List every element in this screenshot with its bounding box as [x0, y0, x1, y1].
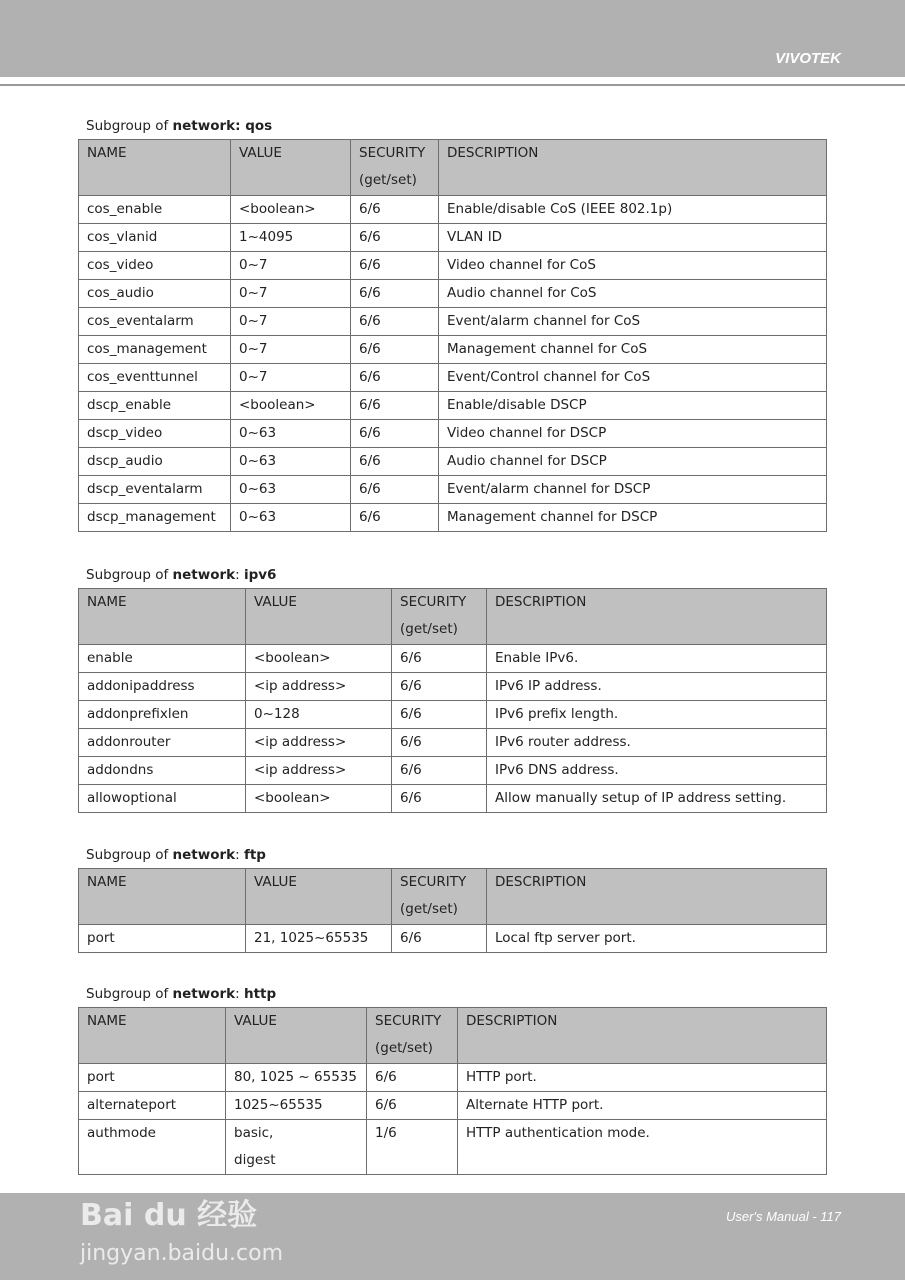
cell-security: 6/6: [351, 252, 439, 280]
caption-sep: :: [235, 847, 244, 863]
header-label: VALUE: [254, 874, 297, 890]
brand-logo: VIVOTEK: [775, 50, 841, 67]
cell-description: Management channel for DSCP: [439, 504, 827, 532]
cell-description: HTTP port.: [458, 1064, 827, 1092]
header-label: NAME: [87, 145, 127, 161]
header-name: [79, 1008, 226, 1064]
caption-prefix: Subgroup of: [86, 847, 173, 863]
header-name: [79, 869, 246, 925]
cell-security: 6/6: [392, 925, 487, 953]
header-name: [79, 140, 231, 196]
cell-description: IPv6 prefix length.: [487, 701, 827, 729]
cell-security: 6/6: [351, 224, 439, 252]
cell-value: 0~63: [231, 504, 351, 532]
cell-security: 1/6: [367, 1120, 458, 1175]
caption-prefix: Subgroup of: [86, 567, 173, 583]
table-row: [79, 925, 827, 953]
table-header: [79, 589, 827, 645]
cell-security: 6/6: [351, 420, 439, 448]
header-label: SECURITY: [400, 594, 467, 610]
header-security: [392, 869, 487, 925]
page-number: User's Manual - 117: [726, 1209, 841, 1224]
cell-security: 6/6: [392, 701, 487, 729]
header-label: DESCRIPTION: [466, 1013, 558, 1029]
cell-name: dscp_video: [79, 420, 231, 448]
header-description: [487, 589, 827, 645]
cell-description: VLAN ID: [439, 224, 827, 252]
table-row: [79, 224, 827, 252]
caption-subgroup: ipv6: [243, 567, 277, 583]
header-security: [351, 140, 439, 196]
cell-value: 21, 1025~65535: [246, 925, 392, 953]
table-row: [79, 392, 827, 420]
header-description: [439, 140, 827, 196]
cell-security: 6/6: [367, 1092, 458, 1120]
cell-security: 6/6: [351, 504, 439, 532]
cell-name: allowoptional: [79, 785, 246, 813]
table-header: [79, 1008, 827, 1064]
table-row: [79, 504, 827, 532]
header-label: NAME: [87, 874, 127, 890]
cell-security: 6/6: [351, 392, 439, 420]
cell-value: 80, 1025 ~ 65535: [226, 1064, 367, 1092]
header-band: [0, 0, 905, 77]
header-security: [392, 589, 487, 645]
cell-security: 6/6: [392, 729, 487, 757]
cell-name: dscp_management: [79, 504, 231, 532]
header-label: VALUE: [234, 1013, 277, 1029]
header-label: SECURITY: [400, 874, 467, 890]
cell-security: 6/6: [351, 364, 439, 392]
header-value: [246, 589, 392, 645]
header-label: SECURITY: [359, 145, 426, 161]
cell-description: Alternate HTTP port.: [458, 1092, 827, 1120]
cell-description: Management channel for CoS: [439, 336, 827, 364]
table-header: [79, 869, 827, 925]
cell-value: 0~7: [231, 280, 351, 308]
header-value: [246, 869, 392, 925]
cell-security: 6/6: [351, 280, 439, 308]
caption-prefix: Subgroup of: [86, 118, 173, 134]
cell-name: addondns: [79, 757, 246, 785]
cell-description: Event/alarm channel for DSCP: [439, 476, 827, 504]
caption-group: network: [172, 567, 236, 583]
cell-name: authmode: [79, 1120, 226, 1175]
section-caption: [86, 987, 826, 1001]
cell-description: IPv6 IP address.: [487, 673, 827, 701]
cell-value: 0~7: [231, 364, 351, 392]
cell-name: dscp_audio: [79, 448, 231, 476]
table-row: [79, 196, 827, 224]
header-description: [458, 1008, 827, 1064]
parameter-table: [78, 1007, 827, 1175]
cell-name: cos_video: [79, 252, 231, 280]
cell-description: Audio channel for DSCP: [439, 448, 827, 476]
cell-security: 6/6: [351, 196, 439, 224]
parameter-table: [78, 588, 827, 813]
table-row: [79, 252, 827, 280]
table-row: [79, 785, 827, 813]
cell-description: Event/alarm channel for CoS: [439, 308, 827, 336]
table-row: [79, 701, 827, 729]
cell-description: Allow manually setup of IP address setting.: [487, 785, 827, 813]
header-value: [226, 1008, 367, 1064]
cell-security: 6/6: [351, 448, 439, 476]
cell-value: basic, digest: [226, 1120, 367, 1175]
header-sublabel: (get/set): [375, 1040, 433, 1056]
caption-group: network: [172, 986, 236, 1002]
caption-subgroup: ftp: [243, 847, 266, 863]
section-caption: [86, 568, 826, 582]
table-row: [79, 336, 827, 364]
cell-name: port: [79, 1064, 226, 1092]
watermark-logo: Bai du 经验: [80, 1198, 258, 1233]
cell-name: dscp_eventalarm: [79, 476, 231, 504]
cell-name: addonrouter: [79, 729, 246, 757]
cell-security: 6/6: [392, 645, 487, 673]
cell-value: 0~128: [246, 701, 392, 729]
table-row: [79, 1092, 827, 1120]
cell-value: 1025~65535: [226, 1092, 367, 1120]
cell-value: <ip address>: [246, 757, 392, 785]
table-row: [79, 448, 827, 476]
header-name: [79, 589, 246, 645]
cell-name: alternateport: [79, 1092, 226, 1120]
cell-description: Enable/disable DSCP: [439, 392, 827, 420]
cell-name: cos_eventalarm: [79, 308, 231, 336]
caption-group: network: qos: [172, 118, 273, 134]
table-row: [79, 364, 827, 392]
section-http: [78, 987, 826, 1175]
header-label: DESCRIPTION: [447, 145, 539, 161]
cell-value: 1~4095: [231, 224, 351, 252]
cell-name: port: [79, 925, 246, 953]
header-value: [231, 140, 351, 196]
section-caption: [86, 848, 826, 862]
header-sublabel: (get/set): [400, 901, 458, 917]
cell-name: addonipaddress: [79, 673, 246, 701]
cell-security: 6/6: [392, 785, 487, 813]
header-divider: [0, 84, 905, 86]
header-label: VALUE: [239, 145, 282, 161]
cell-security: 6/6: [367, 1064, 458, 1092]
header-label: NAME: [87, 594, 127, 610]
table-row: [79, 308, 827, 336]
cell-name: cos_vlanid: [79, 224, 231, 252]
cell-description: Video channel for DSCP: [439, 420, 827, 448]
cell-value: 0~7: [231, 336, 351, 364]
cell-description: Enable IPv6.: [487, 645, 827, 673]
cell-value: <boolean>: [246, 785, 392, 813]
cell-value: 0~63: [231, 420, 351, 448]
section-ipv6: [78, 568, 826, 813]
cell-description: IPv6 router address.: [487, 729, 827, 757]
table-row: [79, 1120, 827, 1175]
header-label: SECURITY: [375, 1013, 442, 1029]
cell-description: Event/Control channel for CoS: [439, 364, 827, 392]
caption-sep: :: [235, 986, 244, 1002]
table-row: [79, 645, 827, 673]
caption-sep: :: [235, 567, 244, 583]
caption-prefix: Subgroup of: [86, 986, 173, 1002]
cell-value: 0~63: [231, 476, 351, 504]
caption-subgroup: http: [243, 986, 277, 1002]
table-row: [79, 476, 827, 504]
table-row: [79, 420, 827, 448]
cell-security: 6/6: [351, 476, 439, 504]
cell-security: 6/6: [351, 308, 439, 336]
cell-value: 0~7: [231, 252, 351, 280]
header-security: [367, 1008, 458, 1064]
cell-name: enable: [79, 645, 246, 673]
cell-name: cos_enable: [79, 196, 231, 224]
cell-security: 6/6: [351, 336, 439, 364]
cell-description: HTTP authentication mode.: [458, 1120, 827, 1175]
table-row: [79, 757, 827, 785]
cell-name: cos_eventtunnel: [79, 364, 231, 392]
header-sublabel: (get/set): [359, 172, 417, 188]
table-row: [79, 729, 827, 757]
header-label: DESCRIPTION: [495, 874, 587, 890]
header-label: NAME: [87, 1013, 127, 1029]
watermark-url: jingyan.baidu.com: [80, 1241, 284, 1266]
header-label: DESCRIPTION: [495, 594, 587, 610]
cell-description: Video channel for CoS: [439, 252, 827, 280]
cell-name: dscp_enable: [79, 392, 231, 420]
cell-value: 0~63: [231, 448, 351, 476]
cell-value: <boolean>: [231, 196, 351, 224]
cell-security: 6/6: [392, 757, 487, 785]
cell-security: 6/6: [392, 673, 487, 701]
header-description: [487, 869, 827, 925]
cell-name: addonprefixlen: [79, 701, 246, 729]
cell-value: <boolean>: [231, 392, 351, 420]
section-caption: [86, 119, 826, 133]
cell-name: cos_audio: [79, 280, 231, 308]
cell-value: <boolean>: [246, 645, 392, 673]
cell-name: cos_management: [79, 336, 231, 364]
cell-value: <ip address>: [246, 729, 392, 757]
parameter-table: [78, 868, 827, 953]
cell-description: Audio channel for CoS: [439, 280, 827, 308]
table-row: [79, 280, 827, 308]
table-header: [79, 140, 827, 196]
cell-description: Enable/disable CoS (IEEE 802.1p): [439, 196, 827, 224]
header-sublabel: (get/set): [400, 621, 458, 637]
cell-value: 0~7: [231, 308, 351, 336]
section-ftp: [78, 848, 826, 953]
cell-description: IPv6 DNS address.: [487, 757, 827, 785]
table-row: [79, 1064, 827, 1092]
caption-group: network: [172, 847, 236, 863]
header-label: VALUE: [254, 594, 297, 610]
parameter-table: [78, 139, 827, 532]
table-row: [79, 673, 827, 701]
cell-value: <ip address>: [246, 673, 392, 701]
cell-description: Local ftp server port.: [487, 925, 827, 953]
section-qos: [78, 119, 826, 532]
